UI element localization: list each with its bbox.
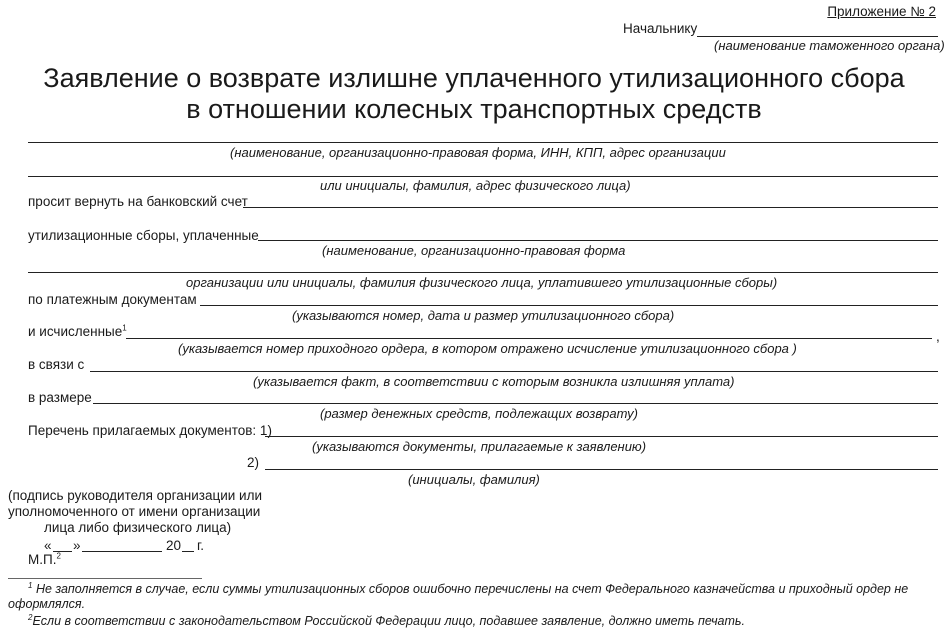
date-year-field[interactable]	[182, 551, 194, 552]
footnote-1-number: 1	[28, 580, 33, 590]
organization-field-2[interactable]	[28, 176, 938, 177]
payer-hint-1: (наименование, организационно-правовая форма	[322, 243, 626, 258]
bank-account-label: просит вернуть на банковский счет	[28, 194, 248, 209]
signature-caption-3: лица либо физического лица)	[44, 520, 232, 535]
reason-hint: (указывается факт, в соответствии с которым возникла излишняя уплата)	[253, 374, 735, 389]
signature-caption-1: (подпись руководителя организации или	[8, 488, 263, 503]
attached-doc-1-field[interactable]	[265, 436, 938, 437]
name-hint: (инициалы, фамилия)	[408, 472, 540, 487]
calculated-label: и исчисленные$^1$	[28, 323, 127, 339]
payer-hint-2: организации или инициалы, фамилия физического лица, уплатившего утилизационные сборы)	[186, 275, 778, 290]
footnote-2	[28, 614, 940, 629]
amount-label: в размере	[28, 390, 92, 405]
customs-authority-hint: (наименование таможенного органа)	[714, 38, 945, 53]
date-open-quote: «	[44, 538, 52, 553]
attached-doc-2-field[interactable]	[265, 469, 938, 470]
attached-docs-label: Перечень прилагаемых документов: 1)	[28, 423, 272, 438]
footnote-ref-2: 2	[56, 551, 61, 561]
fees-paid-label: утилизационные сборы, уплаченные	[28, 228, 259, 243]
organization-hint-2: или инициалы, фамилия, адрес физического лица)	[320, 178, 631, 193]
footnote-2-number: 2	[28, 612, 33, 622]
organization-hint-1: (наименование, организационно-правовая форма, ИНН, КПП, адрес организации	[230, 145, 726, 160]
organization-field-1[interactable]	[28, 142, 938, 143]
page-title-line1: Заявление о возврате излишне уплаченного утилизационного сбора	[43, 63, 905, 93]
date-year-prefix: 20	[166, 538, 182, 553]
payment-docs-label: по платежным документам	[28, 292, 197, 307]
footnote-ref-1: 1	[122, 323, 127, 333]
payment-docs-field[interactable]	[200, 305, 938, 306]
reason-label: в связи с	[28, 357, 85, 372]
bank-account-field[interactable]	[243, 207, 938, 208]
calculated-hint: (указывается номер приходного ордера, в котором отражено исчисление утилизационного сбора )	[178, 341, 797, 356]
attached-docs-hint: (указываются документы, прилагаемые к заявлению)	[312, 439, 647, 454]
amount-hint: (размер денежных средств, подлежащих возврату)	[320, 406, 638, 421]
payer-field-1[interactable]	[258, 240, 938, 241]
calculated-field[interactable]	[126, 338, 932, 339]
amount-field[interactable]	[93, 403, 938, 404]
footnote-1	[8, 582, 940, 612]
date-year-suffix: г.	[197, 538, 205, 553]
page-title-line2: в отношении колесных транспортных средств	[186, 94, 762, 124]
calculated-comma: ,	[936, 329, 940, 344]
footnote-2-text: Если в соответствии с законодательством Российской Федерации лицо, подавшее заявление, должно иметь печать.	[32, 614, 745, 628]
to-label: Начальнику	[623, 21, 698, 36]
customs-authority-field[interactable]	[697, 36, 938, 37]
payer-field-2[interactable]	[28, 272, 938, 273]
signature-caption-2: уполномоченного от имени организации	[8, 504, 261, 519]
payment-docs-hint: (указываются номер, дата и размер утилизационного сбора)	[292, 308, 675, 323]
attached-doc-2-label: 2)	[247, 455, 260, 470]
footnote-1-text: Не заполняется в случае, если суммы утилизационных сборов ошибочно перечислены на счет Федерального казначейства и приходный ордер не оформлялся.	[8, 582, 909, 611]
footnote-divider	[8, 578, 202, 579]
appendix-label: Приложение № 2	[827, 4, 936, 19]
date-month-field[interactable]	[82, 551, 162, 552]
reason-field[interactable]	[90, 371, 938, 372]
date-close-quote: »	[73, 538, 81, 553]
stamp-label: М.П.$^2$	[28, 551, 61, 567]
